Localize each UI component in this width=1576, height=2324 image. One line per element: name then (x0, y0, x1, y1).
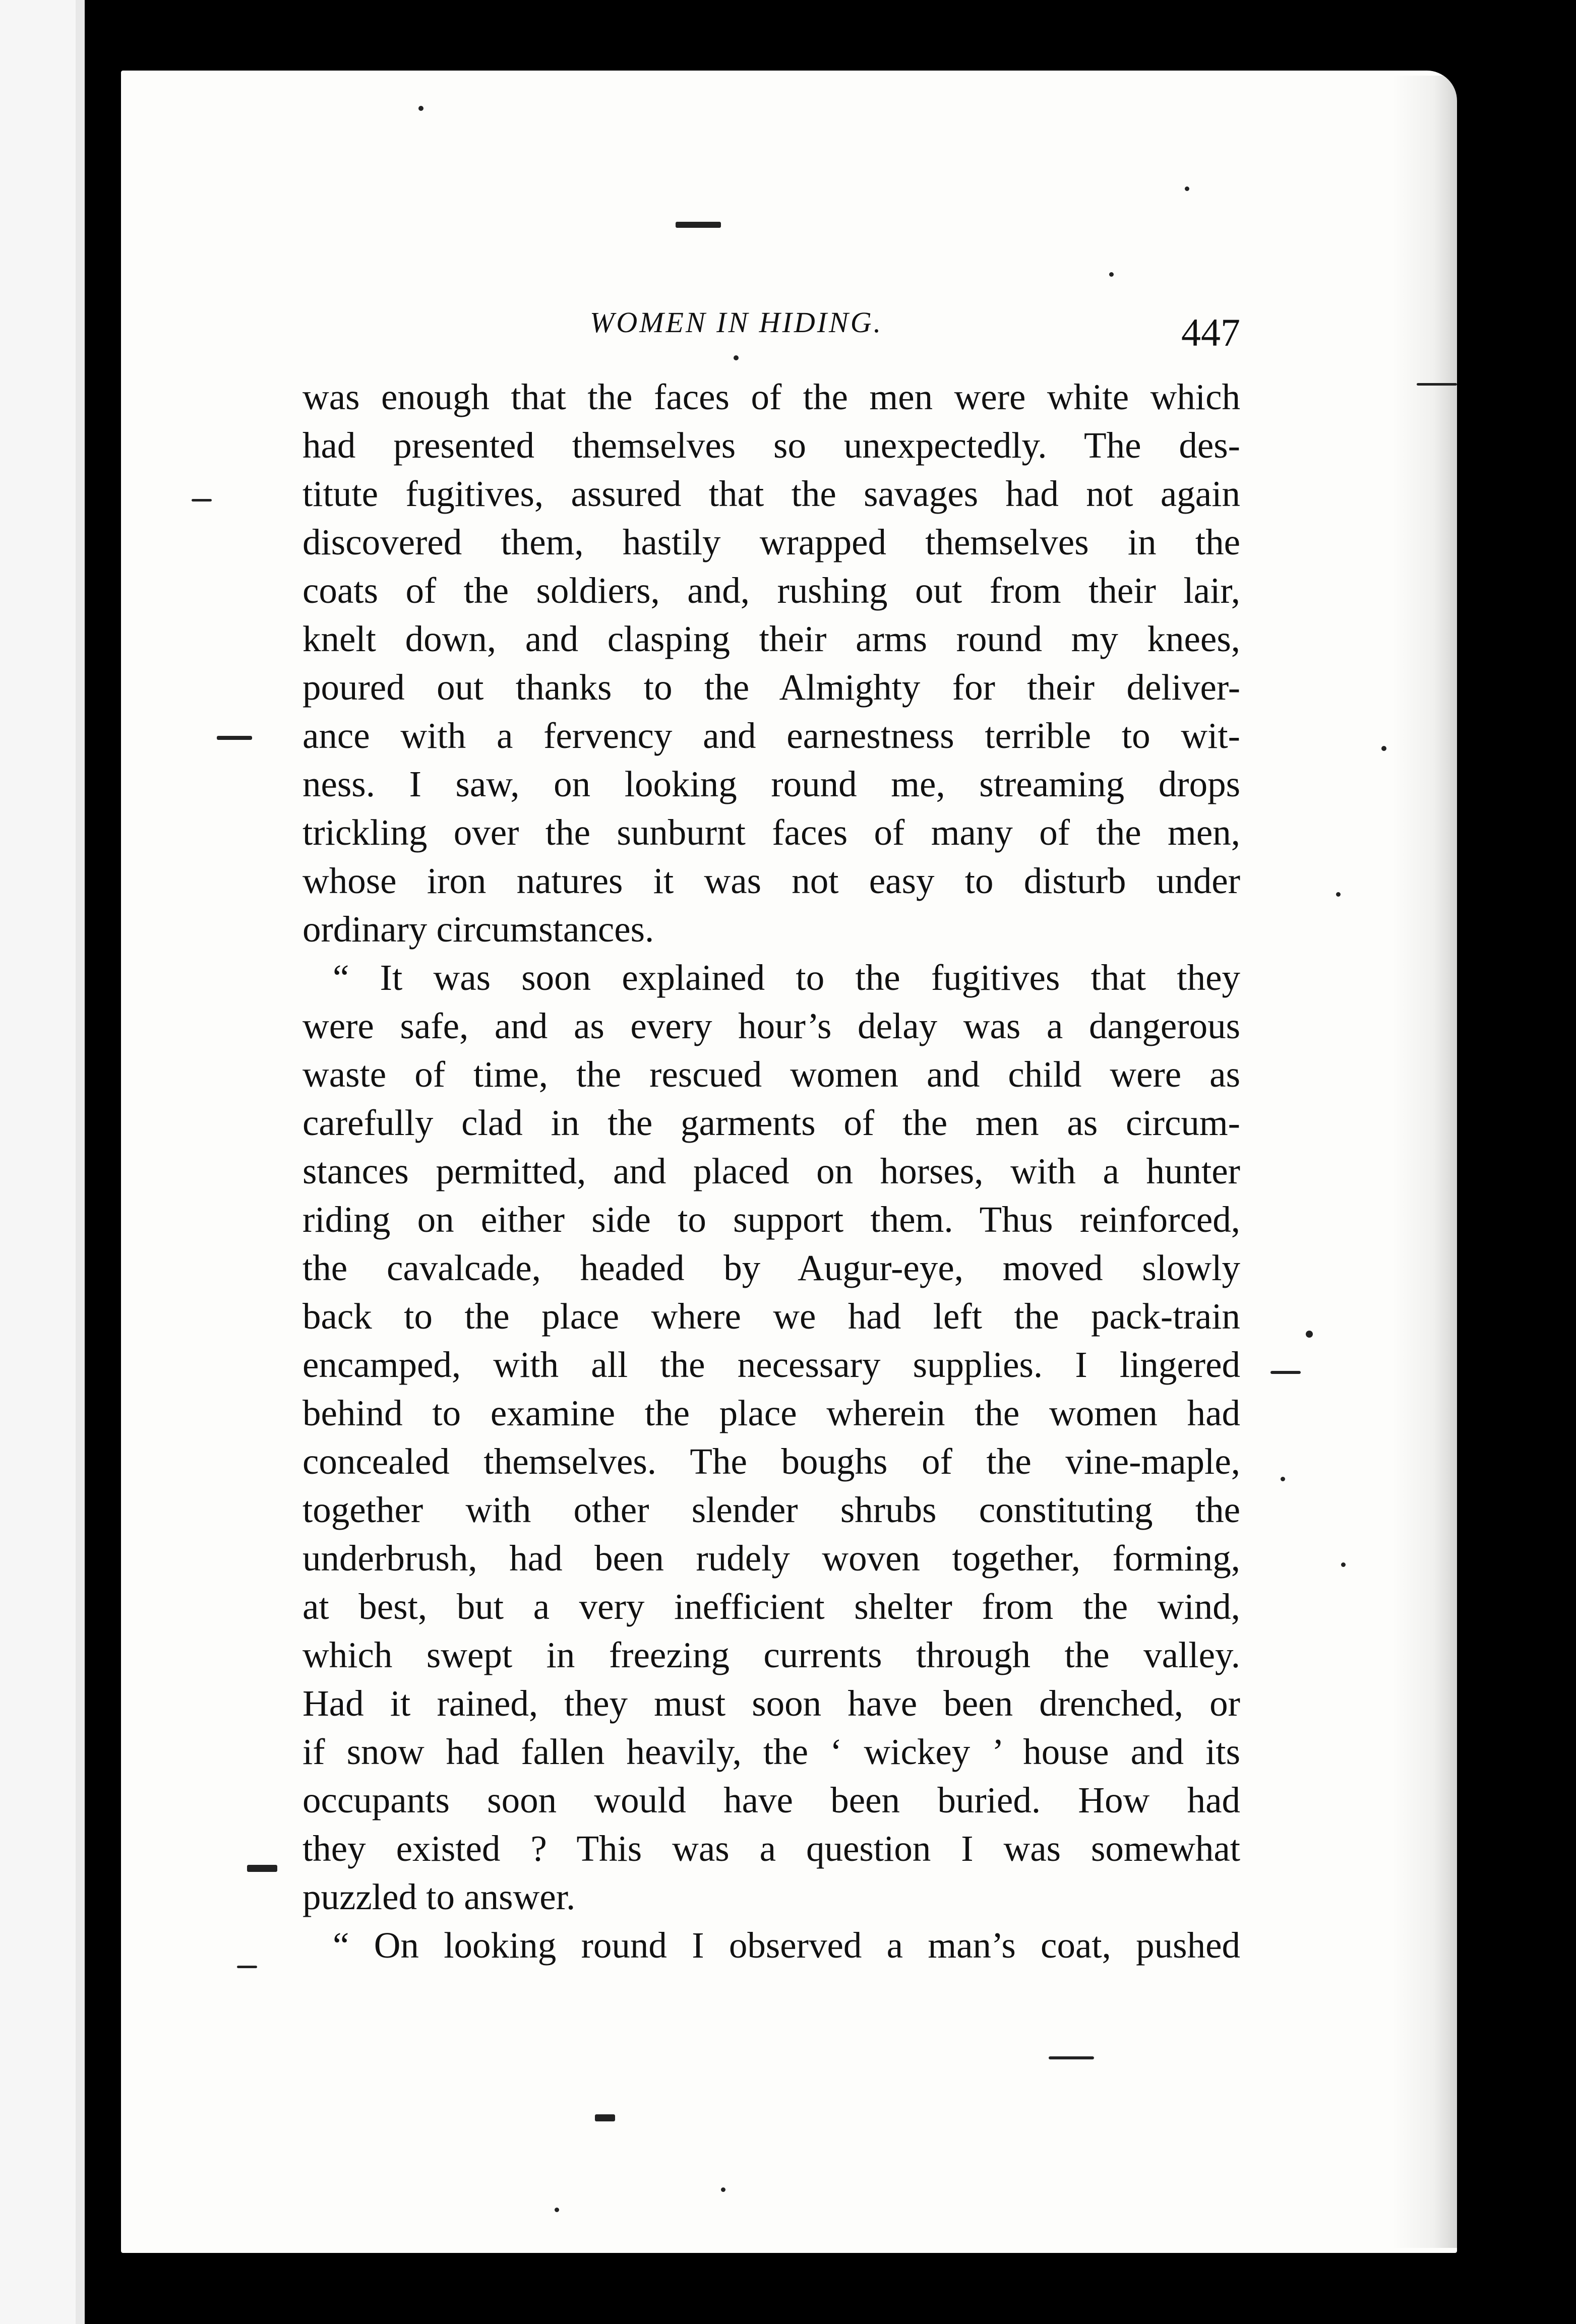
text-line: whose iron natures it was not easy to disturb under (302, 860, 1240, 901)
ink-mark (217, 736, 252, 740)
text-line: coats of the soldiers, and, rushing out from their lair, (302, 570, 1240, 611)
ink-mark (1049, 2056, 1094, 2059)
scan-speck (1185, 186, 1189, 191)
text-line: stances permitted, and placed on horses, with a hunter (302, 1151, 1240, 1191)
text-line: if snow had fallen heavily, the ‘ wickey ’ house and its (302, 1731, 1240, 1772)
ink-mark (237, 1966, 257, 1968)
scan-speck (721, 2187, 725, 2192)
ink-mark (192, 499, 212, 501)
text-line: ordinary circumstances. (302, 909, 654, 950)
page-gutter-shadow (1391, 76, 1462, 2248)
text-line: which swept in freezing currents through the valley. (302, 1635, 1240, 1675)
text-line: behind to examine the place wherein the women had (302, 1393, 1240, 1433)
text-line: encamped, with all the necessary supplies. I lingered (302, 1344, 1240, 1385)
scan-speck (418, 106, 423, 111)
text-line: riding on either side to support them. Thus reinforced, (302, 1199, 1240, 1240)
text-line: together with other slender shrubs constituting the (302, 1489, 1240, 1530)
scan-speck (1281, 1477, 1285, 1481)
text-line: concealed themselves. The boughs of the vine-maple, (302, 1441, 1240, 1482)
left-margin-strip (0, 0, 83, 2324)
text-line: poured out thanks to the Almighty for their deliver- (302, 667, 1240, 708)
scan-speck (555, 2208, 559, 2212)
text-line: trickling over the sunburnt faces of many of the men, (302, 812, 1240, 853)
ink-mark (676, 222, 721, 228)
scan-speck (1381, 746, 1386, 751)
text-line: Had it rained, they must soon have been drenched, or (302, 1683, 1240, 1724)
text-line: “ On looking round I observed a man’s coat, pushed (333, 1925, 1240, 1966)
text-line: ness. I saw, on looking round me, streaming drops (302, 764, 1240, 804)
text-line: discovered them, hastily wrapped themselves in the (302, 522, 1240, 562)
scan-speck (1336, 892, 1341, 897)
text-line: puzzled to answer. (302, 1876, 576, 1917)
text-line: they existed ? This was a question I was somewhat (302, 1828, 1240, 1869)
text-line: waste of time, the rescued women and child were as (302, 1054, 1240, 1095)
text-line: at best, but a very inefficient shelter from the wind, (302, 1586, 1240, 1627)
text-line: knelt down, and clasping their arms round my knees, (302, 618, 1240, 659)
text-line: ance with a fervency and earnestness terrible to wit- (302, 715, 1240, 756)
ink-mark (1270, 1371, 1301, 1374)
text-line: occupants soon would have been buried. How had (302, 1780, 1240, 1820)
text-line: had presented themselves so unexpectedly. The des- (302, 425, 1240, 466)
ink-mark (1417, 383, 1457, 386)
page-header (302, 302, 1240, 358)
text-line: underbrush, had been rudely woven together, forming, (302, 1538, 1240, 1579)
scan-speck (1341, 1562, 1346, 1567)
text-line: “ It was soon explained to the fugitives that they (333, 957, 1240, 998)
text-line: carefully clad in the garments of the men as circum- (302, 1102, 1240, 1143)
body-text (302, 373, 1240, 1970)
text-line: the cavalcade, headed by Augur-eye, moved slowly (302, 1247, 1240, 1288)
scan-speck (1109, 272, 1114, 277)
running-head: WOMEN IN HIDING. (590, 306, 883, 339)
left-margin-edge (76, 0, 85, 2324)
scan-speck (1306, 1331, 1313, 1338)
ink-mark (247, 1865, 277, 1872)
text-line: was enough that the faces of the men were white which (302, 376, 1240, 417)
text-line: were safe, and as every hour’s delay was a dangerous (302, 1006, 1240, 1046)
page-number: 447 (1181, 310, 1240, 354)
ink-mark (595, 2114, 615, 2121)
text-line: titute fugitives, assured that the savages had not again (302, 473, 1240, 514)
text-line: back to the place where we had left the pack-train (302, 1296, 1240, 1337)
